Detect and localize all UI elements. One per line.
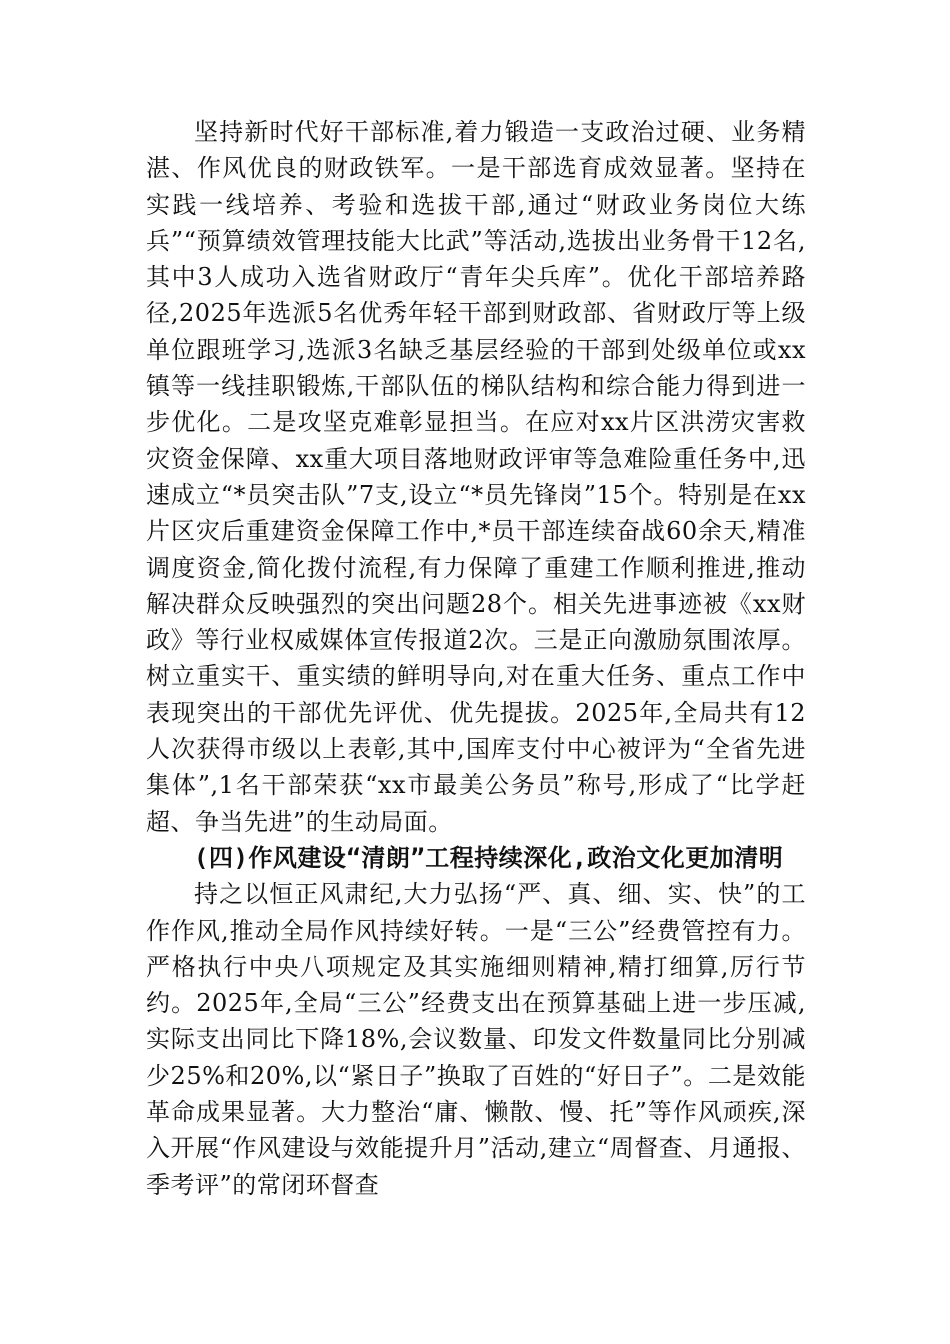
body-paragraph: 坚持新时代好干部标准,着力锻造一支政治过硬、业务精湛、作风优良的财政铁军。一是干部选育成效显著。坚持在实践一线培养、考验和选拔干部,通过“财政业务岗位大练兵”“预算绩效管理技能大比武”等活动,选拔出业务骨干12名,其中3人成功入选省财政厅“青年尖兵库”。优化干部培养路径,2025年选派5名优秀年轻干部到财政部、省财政厅等上级单位跟班学习,选派3名缺乏基层经验的干部到处级单位或xx镇等一线挂职锻炼,干部队伍的梯队结构和综合能力得到进一步优化。二是攻坚克难彰显担当。在应对xx片区洪涝灾害救灾资金保障、xx重大项目落地财政评审等急难险重任务中,迅速成立“*员突击队”7支,设立“*员先锋岗”15个。特别是在xx片区灾后重建资金保障工作中,*员干部连续奋战60余天,精准调度资金,简化拨付流程,有力保障了重建工作顺利推进,推动解决群众反映强烈的突出问题28个。相关先进事迹被《xx财政》等行业权威媒体宣传报道2次。三是正向激励氛围浓厚。树立重实干、重实绩的鲜明导向,对在重大任务、重点工作中表现突出的干部优先评优、优先提拔。2025年,全局共有12人次获得市级以上表彰,其中,国库支付中心被评为“全省先进集体”,1名干部荣获“xx市最美公务员”称号,形成了“比学赶超、争当先进”的生动局面。 [146, 118, 806, 836]
document-body [146, 114, 806, 1203]
section-heading: (四)作风建设“清朗”工程持续深化,政治文化更加清明 [194, 843, 784, 872]
body-paragraph: 持之以恒正风肃纪,大力弘扬“严、真、细、实、快”的工作作风,推动全局作风持续好转。一是“三公”经费管控有力。严格执行中央八项规定及其实施细则精神,精打细算,厉行节约。2025年,全局“三公”经费支出在预算基础上进一步压减,实际支出同比下降18%,会议数量、印发文件数量同比分别减少25%和20%,以“紧日子”换取了百姓的“好日子”。二是效能革命成果显著。大力整治“庸、懒散、慢、托”等作风顽疾,深入开展“作风建设与效能提升月”活动,建立“周督查、月通报、季考评”的常闭环督查 [146, 880, 806, 1199]
